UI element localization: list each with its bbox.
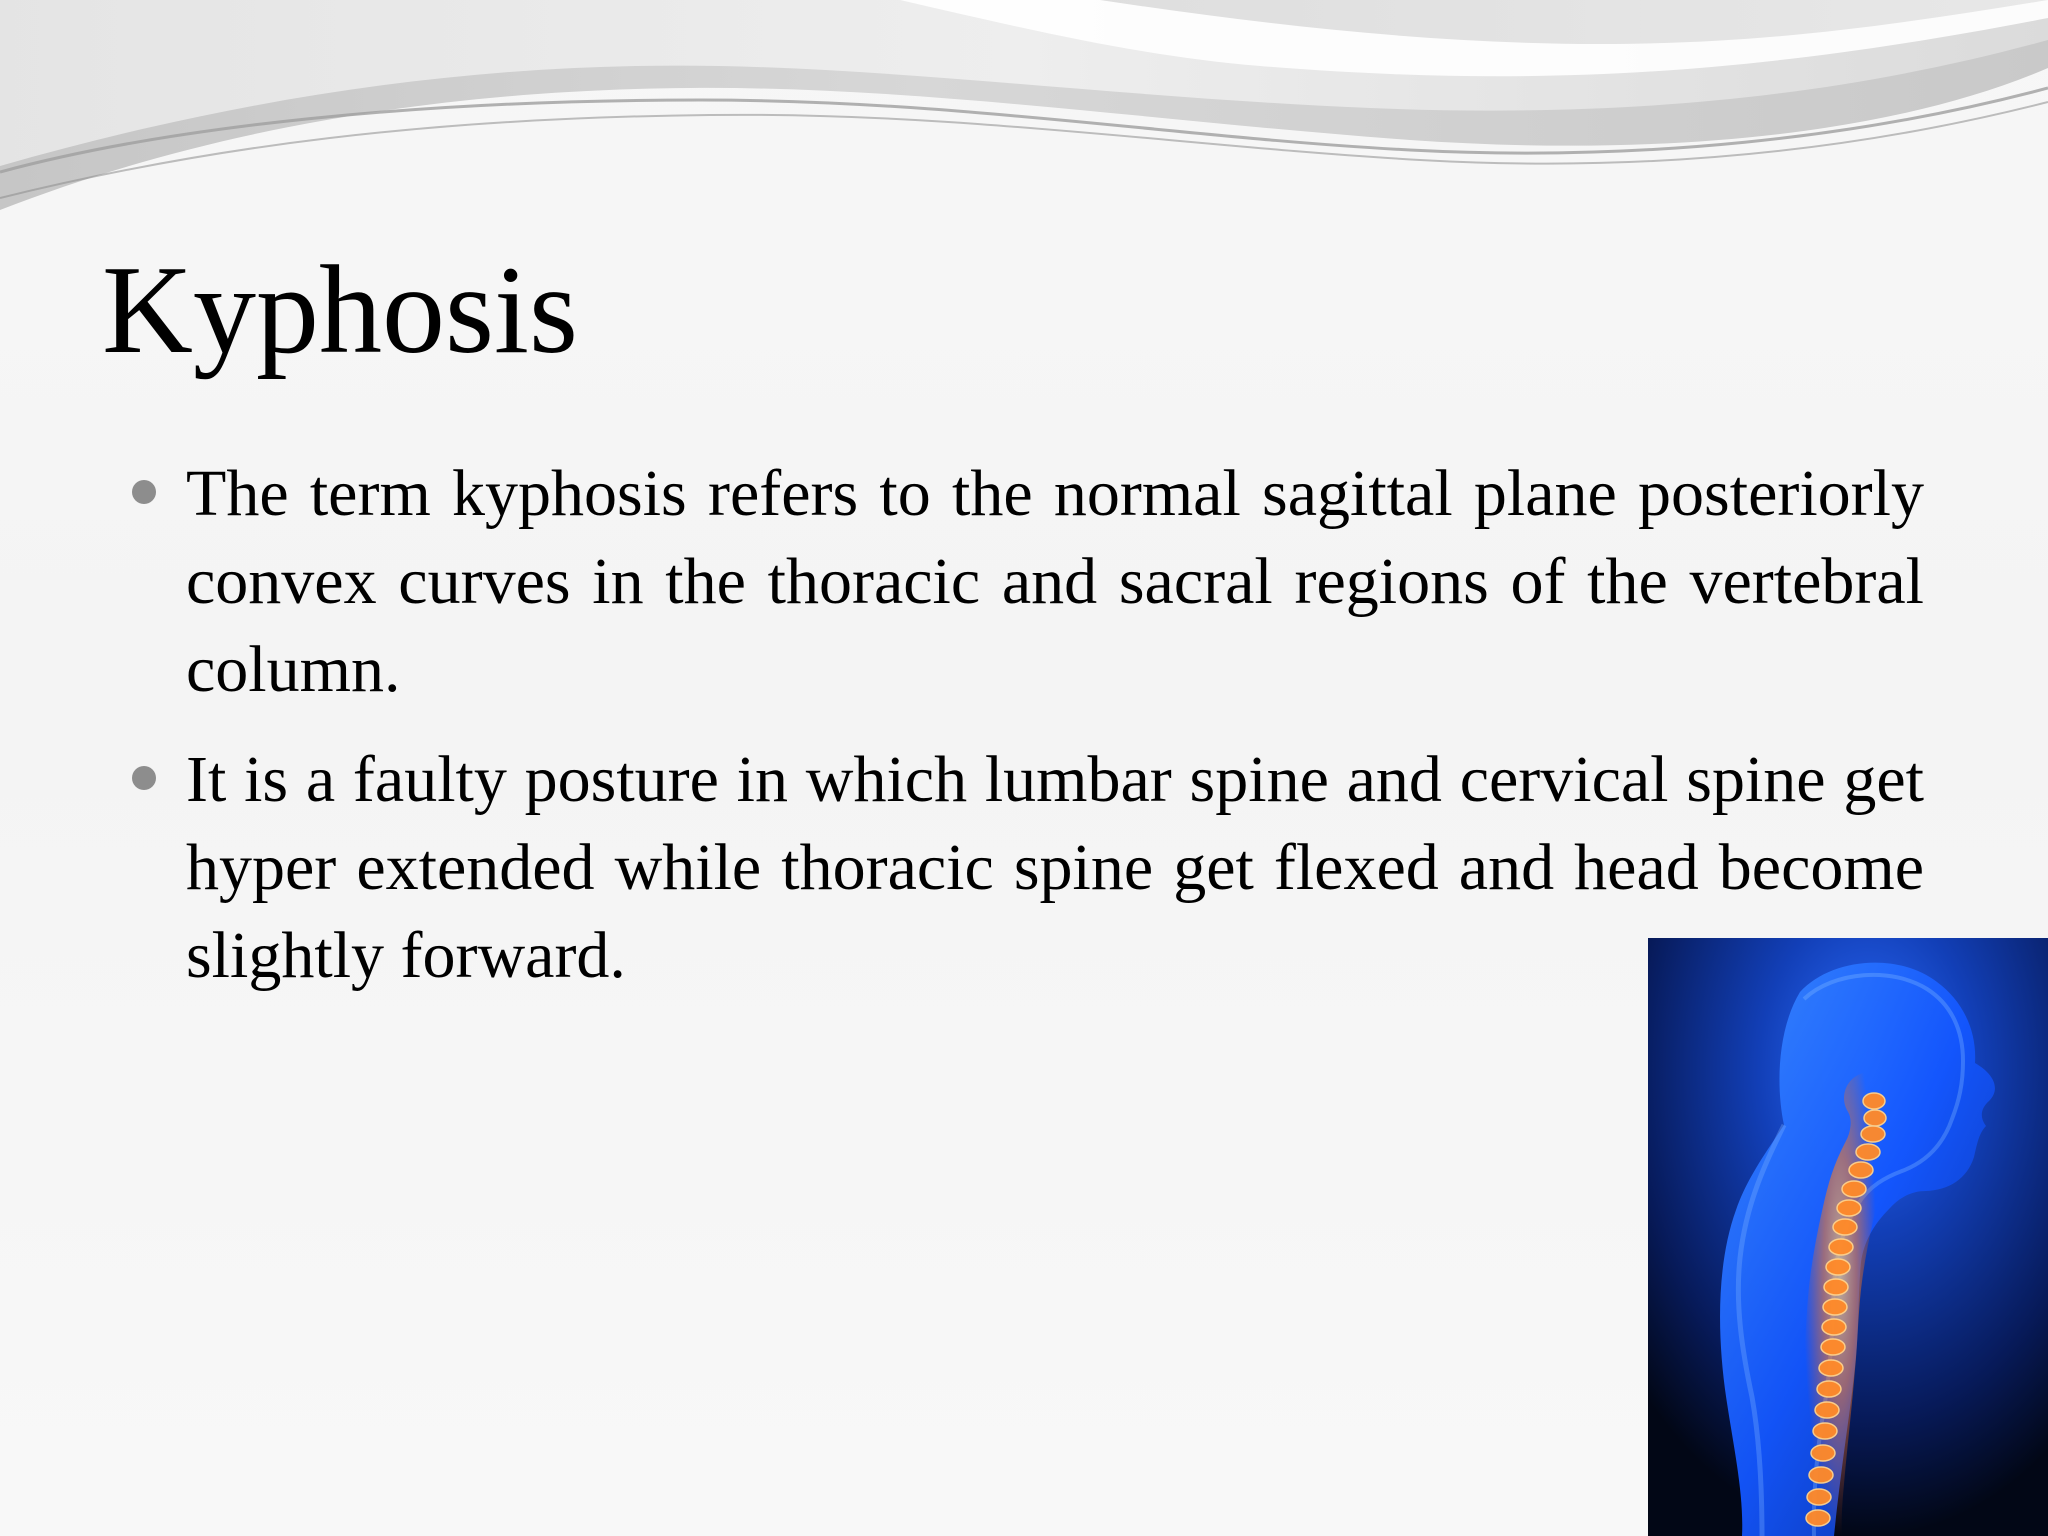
bullet-text: The term kyphosis refers to the normal sagittal plane posteriorly convex curves in the thoracic and sacral regions of the vertebral column.: [186, 457, 1924, 706]
spine-anatomy-icon: [1648, 938, 2048, 1536]
header-wave-decoration: [0, 0, 2048, 240]
bullet-icon: [132, 480, 156, 504]
bullet-icon: [132, 766, 156, 790]
bullet-text: It is a faulty posture in which lumbar spine and cervical spine get hyper extended while thoracic spine get flexed and head become slightly forward.: [186, 743, 1924, 992]
bullet-list: [128, 450, 1924, 1022]
spine-figure: [1648, 938, 2048, 1536]
slide-title: Kyphosis: [102, 241, 579, 380]
bullet-item-1: [128, 450, 1924, 714]
